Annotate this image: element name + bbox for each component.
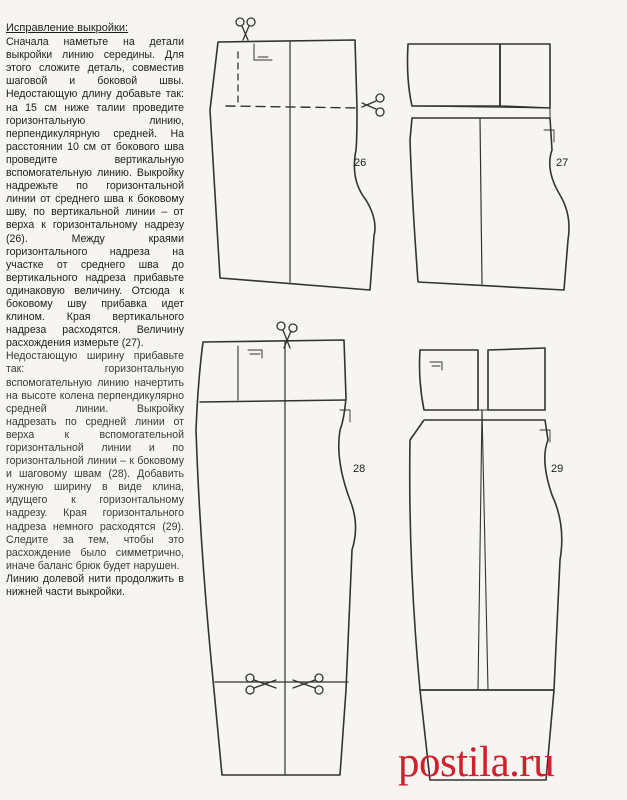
instruction-paragraph-grain: Линию долевой нити продолжить в нижней части выкройки. [6, 572, 184, 599]
figure-26-label: 26 [354, 157, 367, 169]
instruction-paragraph-length: Сначала наметьте на детали выкройки линию середины. Для этого сложите деталь, совместив шаговой и боковой швы. Недостающую длину добавьте так: на 15 см ниже талии проведите горизонтальную линию, перпендикулярную средней. На расстоянии 10 см от бокового шва проведите вертикальную вспомогательную линию. Выкройку надрежьте по горизонтальной линии от среднего шва к боковому шву, по вертикальной линии – от верха к горизонтальному надрезу (26). Между краями горизонтального надреза на участке от среднего шва до вертикального надреза прибавьте одинаковую величину. Отсюда к боковому шву прибавка идет клином. Края вертикального надреза расходятся. Величину расхождения измерьте (27). [6, 36, 184, 350]
scissors-icon [236, 18, 255, 40]
figure-29-label: 29 [551, 463, 564, 475]
postila-watermark: postila.ru [398, 739, 555, 786]
scissors-icon [362, 94, 384, 116]
figure-29-pattern [410, 348, 562, 780]
figure-28-label: 28 [353, 463, 366, 475]
instruction-heading: Исправление выкройки: [6, 22, 129, 34]
figure-26-pattern [210, 40, 375, 290]
figure-28-pattern [196, 340, 356, 775]
scissors-icon [277, 322, 297, 348]
instruction-paragraph-width: Недостающую ширину прибавьте так: горизонтальную вспомогательную линию начертить на высоте колена перпендикулярно средней линии. Выкройку надрезать по средней линии от верха к вспомогательной горизонтальной линии и по горизонтальной линии – к боковому и шаговому швам (28). Добавить нужную ширину в виде клина, идущего к горизонтальному надрезу. Края горизонтального надреза немного расходятся (29). Следите за тем, чтобы это расхождение было симметрично, иначе баланс брюк будет нарушен. [6, 350, 184, 572]
scissors-icon [293, 674, 323, 694]
figure-27-label: 27 [556, 157, 569, 169]
scissors-icon [246, 674, 276, 694]
figure-27-pattern [408, 44, 570, 290]
